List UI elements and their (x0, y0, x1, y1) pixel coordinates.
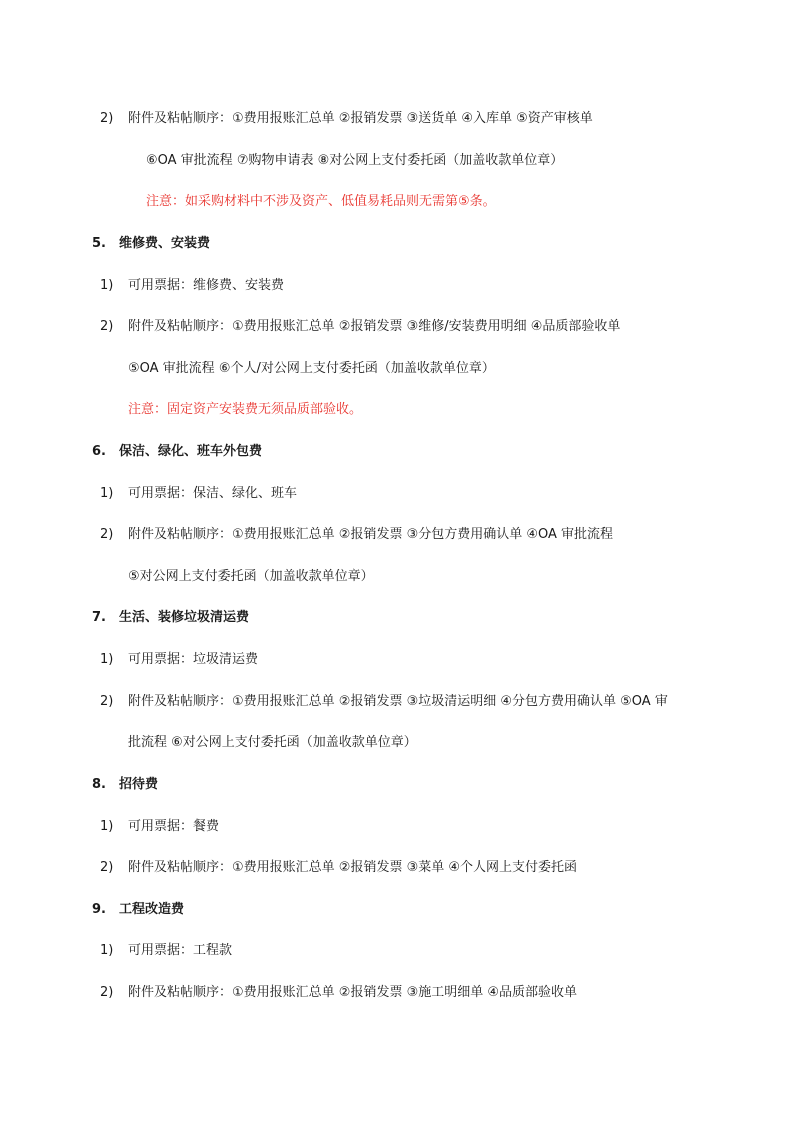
receipt-line: 可用票据：垃圾清运费 (128, 652, 259, 667)
item-number: 1) (100, 486, 114, 501)
receipt-line: 可用票据：餐费 (128, 819, 220, 834)
section-heading: 工程改造费 (119, 902, 185, 917)
section-heading: 生活、装修垃圾清运费 (119, 610, 250, 625)
item-number: 2) (100, 985, 114, 1000)
section-number: 5. (92, 236, 106, 251)
section-heading: 招待费 (119, 777, 159, 792)
receipt-line: 可用票据：维修费、安装费 (128, 278, 285, 293)
note-line: 注意：如采购材料中不涉及资产、低值易耗品则无需第⑤条。 (146, 194, 496, 209)
receipt-line: 可用票据：保洁、绿化、班车 (128, 486, 298, 501)
item-number: 2) (100, 860, 114, 875)
attachment-order-continuation: ⑥OA 审批流程 ⑦购物申请表 ⑧对公网上支付委托函（加盖收款单位章） (146, 153, 564, 168)
item-number: 1) (100, 819, 114, 834)
attachment-order-line: 附件及粘帖顺序：①费用报账汇总单 ②报销发票 ③菜单 ④个人网上支付委托函 (128, 860, 578, 875)
attachment-order-line: 附件及粘帖顺序：①费用报账汇总单 ②报销发票 ③施工明细单 ④品质部验收单 (128, 985, 578, 1000)
section-number: 8. (92, 777, 106, 792)
attachment-order-line: 附件及粘帖顺序：①费用报账汇总单 ②报销发票 ③送货单 ④入库单 ⑤资产审核单 (128, 111, 593, 126)
attachment-order-line: 附件及粘帖顺序：①费用报账汇总单 ②报销发票 ③维修/安装费用明细 ④品质部验收单 (128, 319, 621, 334)
section-number: 6. (92, 444, 106, 459)
note-line: 注意：固定资产安装费无须品质部验收。 (128, 402, 363, 417)
item-number: 1) (100, 943, 114, 958)
receipt-line: 可用票据：工程款 (128, 943, 233, 958)
attachment-order-continuation: ⑤OA 审批流程 ⑥个人/对公网上支付委托函（加盖收款单位章） (128, 361, 495, 376)
item-number: 1) (100, 278, 114, 293)
attachment-order-continuation: 批流程 ⑥对公网上支付委托函（加盖收款单位章） (128, 735, 417, 750)
section-heading: 维修费、安装费 (119, 236, 211, 251)
attachment-order-line: 附件及粘帖顺序：①费用报账汇总单 ②报销发票 ③垃圾清运明细 ④分包方费用确认单 ⑤OA 审 (128, 694, 668, 709)
section-heading: 保洁、绿化、班车外包费 (119, 444, 263, 459)
item-number: 2) (100, 111, 114, 126)
item-number: 2) (100, 319, 114, 334)
item-number: 2) (100, 527, 114, 542)
item-number: 2) (100, 694, 114, 709)
item-number: 1) (100, 652, 114, 667)
attachment-order-line: 附件及粘帖顺序：①费用报账汇总单 ②报销发票 ③分包方费用确认单 ④OA 审批流程 (128, 527, 614, 542)
attachment-order-continuation: ⑤对公网上支付委托函（加盖收款单位章） (128, 569, 374, 584)
section-number: 7. (92, 610, 106, 625)
section-number: 9. (92, 902, 106, 917)
